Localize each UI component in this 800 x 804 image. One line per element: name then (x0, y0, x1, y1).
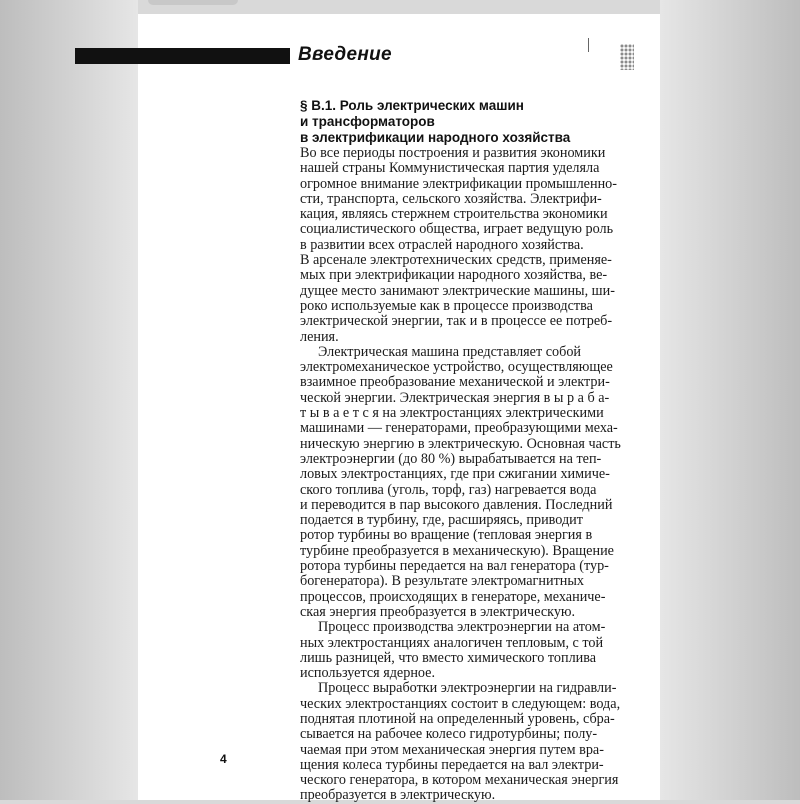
scan-mark (588, 38, 589, 52)
section-heading-line: § В.1. Роль электрических машин (300, 98, 524, 113)
text-line: сти, транспорта, сельского хозяйства. Электрифи- (300, 190, 602, 207)
text-line: ческих электростанциях состоит в следующем: вода, (300, 695, 621, 712)
text-line: В арсенале электротехнических средств, применяе- (300, 252, 612, 269)
text-line: ления. (300, 328, 339, 345)
text-line: ская энергия преобразуется в электрическую. (300, 603, 576, 620)
text-line: роко используемые как в процессе производства (300, 297, 593, 314)
text-line: лишь разницей, что вместо химического топлива (300, 649, 597, 666)
text-line: турбине преобразуется в механическую). Вращение (300, 542, 614, 559)
chapter-title: Введение (298, 44, 392, 65)
text-line: ского топлива (уголь, торф, газ) нагревается вода (300, 481, 597, 498)
text-line: электрической энергии, так и в процессе ее потреб- (300, 313, 613, 330)
text-line: подается в турбину, где, расширяясь, приводит (300, 512, 583, 529)
text-line: и переводится в пар высокого давления. Последний (300, 496, 613, 513)
text-line: богенератора). В результате электромагнитных (300, 573, 584, 590)
body-text (300, 146, 640, 804)
text-line: электромеханическое устройство, осуществляющее (300, 359, 613, 376)
text-line: ных электростанциях аналогичен тепловым, с той (300, 634, 604, 651)
text-line: ческого генератора, в котором механическая энергия (300, 772, 619, 789)
page-number: 4 (220, 752, 227, 766)
scan-noise (620, 44, 634, 70)
chapter-header-bar (75, 48, 290, 64)
scan-border-right (660, 0, 800, 800)
text-line: ротора турбины передается на вал генератора (тур- (300, 558, 609, 575)
text-line: т ы в а е т с я на электростанциях электрическими (300, 405, 604, 422)
text-line: сывается на рабочее колесо гидротурбины; полу- (300, 726, 598, 743)
text-line: ническую энергию в электрическую. Основная часть (300, 435, 621, 452)
text-line: огромное внимание электрификации промышленно- (300, 175, 617, 192)
section-heading-line: в электрификации народного хозяйства (300, 130, 571, 145)
text-line: социалистического общества, играет ведущую роль (300, 221, 614, 238)
text-line: Во все периоды построения и развития экономики (300, 145, 606, 161)
text-line: машинами — генераторами, преобразующими меха- (300, 420, 618, 437)
text-line: щения колеса турбины передается на вал электри- (300, 756, 604, 773)
text-line: ротор турбины во вращение (тепловая энергия в (300, 527, 593, 544)
scan-border-left (0, 0, 138, 800)
text-line: электроэнергии (до 80 %) вырабатывается на теп- (300, 450, 602, 467)
text-line: чаемая при этом механическая энергия путем вра- (300, 741, 604, 758)
section-heading-line: и трансформаторов (300, 114, 435, 129)
text-line: ческой энергии. Электрическая энергия в ы р а б а- (300, 389, 610, 406)
text-line: кация, являясь стержнем строительства экономики (300, 206, 608, 223)
text-line: Электрическая машина представляет собой (318, 343, 582, 360)
text-line: используется ядерное. (300, 665, 436, 682)
text-line: процессов, происходящих в генераторе, механиче- (300, 588, 606, 605)
scan-artifact (148, 0, 238, 5)
text-line: взаимное преобразование механической и электри- (300, 374, 610, 391)
section-heading (300, 98, 620, 146)
text-line: нашей страны Коммунистическая партия уделяла (300, 160, 600, 177)
text-line: в развитии всех отраслей народного хозяйства. (300, 236, 584, 253)
text-line: преобразуется в электрическую. (300, 787, 496, 804)
text-line: Процесс выработки электроэнергии на гидравли- (318, 680, 617, 697)
text-line: поднятая плотиной на определенный уровень, сбра- (300, 710, 615, 727)
text-line: ловых электростанциях, где при сжигании химиче- (300, 466, 610, 483)
text-line: Процесс производства электроэнергии на атом- (318, 619, 606, 636)
text-line: мых при электрификации народного хозяйства, ве- (300, 267, 608, 284)
text-line: дущее место занимают электрические машины, ши- (300, 282, 615, 299)
